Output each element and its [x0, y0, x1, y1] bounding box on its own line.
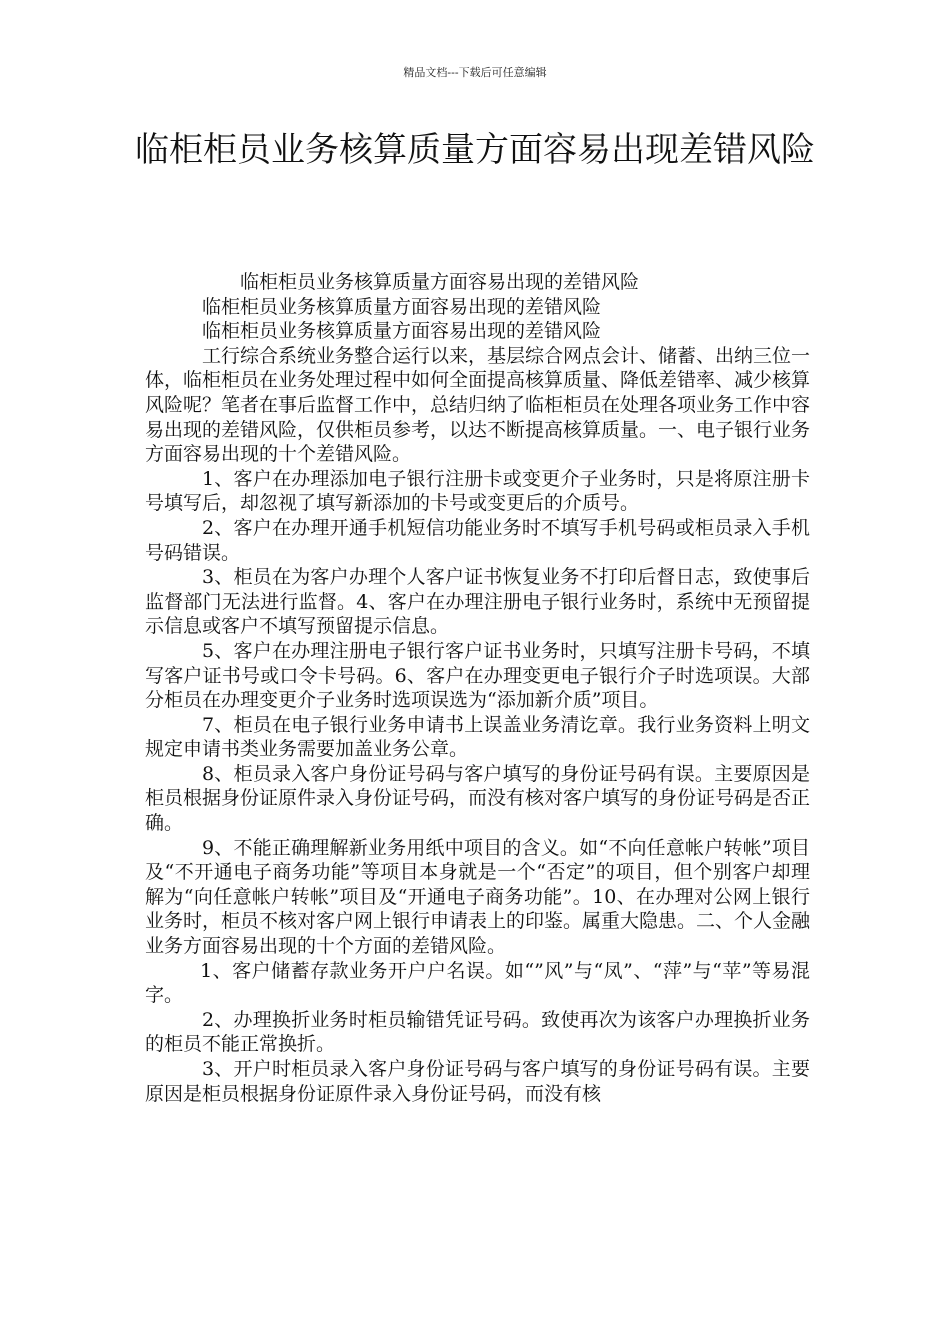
body-paragraph: 3、开户时柜员录入客户身份证号码与客户填写的身份证号码有误。主要原因是柜员根据身份证原件录入身份证号码，而没有核 — [145, 1058, 810, 1105]
body-paragraph: 2、办理换折业务时柜员输错凭证号码。致使再次为该客户办理换折业务的柜员不能正常换折。 — [145, 1008, 810, 1056]
body-paragraph: 7、柜员在电子银行业务申请书上误盖业务清讫章。我行业务资料上明文规定申请书类业务需要加盖业务公章。 — [145, 713, 810, 761]
body-paragraph: 1、客户在办理添加电子银行注册卡或变更介子业务时，只是将原注册卡号填写后，却忽视了填写新添加的卡号或变更后的介质号。 — [145, 467, 810, 515]
body-paragraph: 9、不能正确理解新业务用纸中项目的含义。如“不向任意帐户转帐”项目及“不开通电子商务功能”等项目本身就是一个“否定”的项目，但个别客户却理解为“向任意帐户转帐”项目及“开通电子商务功能”。10、在办理对公网上银行业务时，柜员不核对客户网上银行申请表上的印鉴。属重大隐患。二、个人金融业务方面容易出现的十个方面的差错风险。 — [145, 836, 811, 958]
body-paragraph: 临柜柜员业务核算质量方面容易出现的差错风险 — [240, 271, 640, 293]
document-body — [145, 270, 810, 1106]
body-paragraph: 5、客户在办理注册电子银行客户证书业务时，只填写注册卡号码，不填写客户证书号或口令卡号码。6、客户在办理变更电子银行介子时选项误。大部分柜员在办理变更介子业务时选项误选为“添加新介质”项目。 — [145, 639, 810, 712]
body-paragraph: 临柜柜员业务核算质量方面容易出现的差错风险 — [202, 295, 602, 318]
body-paragraph: 8、柜员录入客户身份证号码与客户填写的身份证号码有误。主要原因是柜员根据身份证原件录入身份证号码，而没有核对客户填写的身份证号码是否正确。 — [145, 762, 811, 835]
body-paragraph: 工行综合系统业务整合运行以来，基层综合网点会计、储蓄、出纳三位一体，临柜柜员在业务处理过程中如何全面提高核算质量、降低差错率、减少核算风险呢？笔者在事后监督工作中，总结归纳了临柜柜员在处理各项业务工作中容易出现的差错风险，仅供柜员参考，以达不断提高核算质量。一、电子银行业务方面容易出现的十个差错风险。 — [145, 344, 811, 466]
body-paragraph: 临柜柜员业务核算质量方面容易出现的差错风险 — [202, 320, 602, 343]
body-paragraph: 3、柜员在为客户办理个人客户证书恢复业务不打印后督日志，致使事后监督部门无法进行监督。4、客户在办理注册电子银行业务时，系统中无预留提示信息或客户不填写预留提示信息。 — [145, 566, 810, 638]
body-paragraph: 1、客户储蓄存款业务开户户名误。如“”风”与“凤”、“萍”与“苹”等易混字。 — [145, 959, 810, 1007]
header-note: 精品文档---下载后可任意编辑 — [403, 66, 547, 79]
document-title: 临柜柜员业务核算质量方面容易出现差错风险 — [135, 130, 815, 170]
body-paragraph: 2、客户在办理开通手机短信功能业务时不填写手机号码或柜员录入手机号码错误。 — [145, 516, 810, 564]
